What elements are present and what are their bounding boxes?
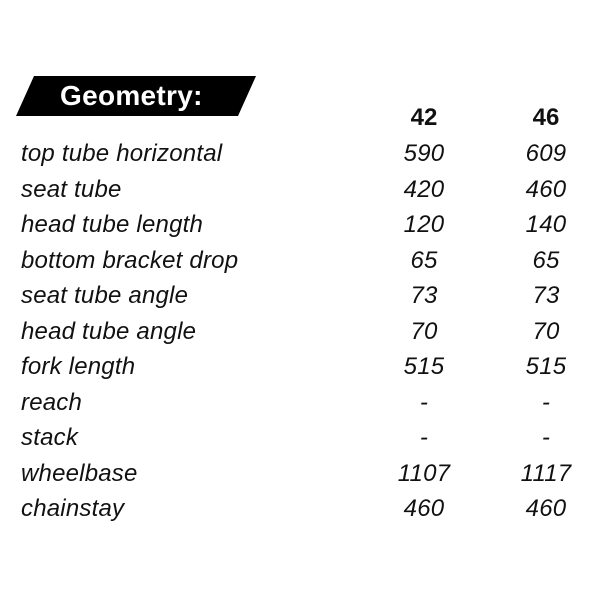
row-value-46: 1117 [520,459,572,487]
row-value-46: 70 [532,317,560,345]
geometry-banner [16,76,256,116]
table-row [0,456,600,492]
row-parameter: head tube angle [21,317,197,345]
table-row [0,136,600,172]
row-value-42: 70 [410,317,438,345]
row-value-46: 609 [525,140,567,167]
row-value-46: 515 [525,353,567,380]
row-value-46: - [541,424,551,451]
row-value-42: 420 [403,175,445,203]
row-parameter: chainstay [21,495,125,522]
row-parameter: bottom bracket drop [21,246,239,274]
column-header-42: 42 [410,104,438,131]
row-value-42: 65 [410,246,438,274]
table-row [0,385,600,421]
row-value-42: 515 [403,353,445,380]
row-value-42: 460 [403,495,445,522]
row-parameter: wheelbase [21,459,138,487]
row-value-46: 140 [525,211,567,238]
table-row [0,314,600,350]
geometry-table [0,136,600,527]
row-parameter: seat tube [21,175,122,203]
table-row [0,278,600,314]
table-row [0,420,600,456]
row-parameter: fork length [21,353,136,380]
row-value-42: 590 [403,140,445,167]
row-value-46: - [541,388,551,416]
table-row [0,243,600,279]
column-header-46: 46 [532,104,560,131]
row-value-46: 460 [525,175,567,203]
table-row [0,349,600,385]
row-parameter: stack [21,424,79,451]
row-value-42: 73 [410,282,438,309]
table-row [0,172,600,208]
row-value-42: - [419,388,429,416]
table-row [0,491,600,527]
banner-title: Geometry: [60,80,203,111]
table-row [0,207,600,243]
row-value-42: - [419,424,429,451]
row-parameter: top tube horizontal [21,140,223,167]
row-parameter: reach [21,388,83,416]
row-value-42: 1107 [397,459,451,487]
row-value-42: 120 [403,211,445,238]
row-value-46: 65 [532,246,560,274]
row-value-46: 73 [532,282,560,309]
row-parameter: seat tube angle [21,282,189,309]
row-value-46: 460 [525,495,567,522]
row-parameter: head tube length [21,211,204,238]
